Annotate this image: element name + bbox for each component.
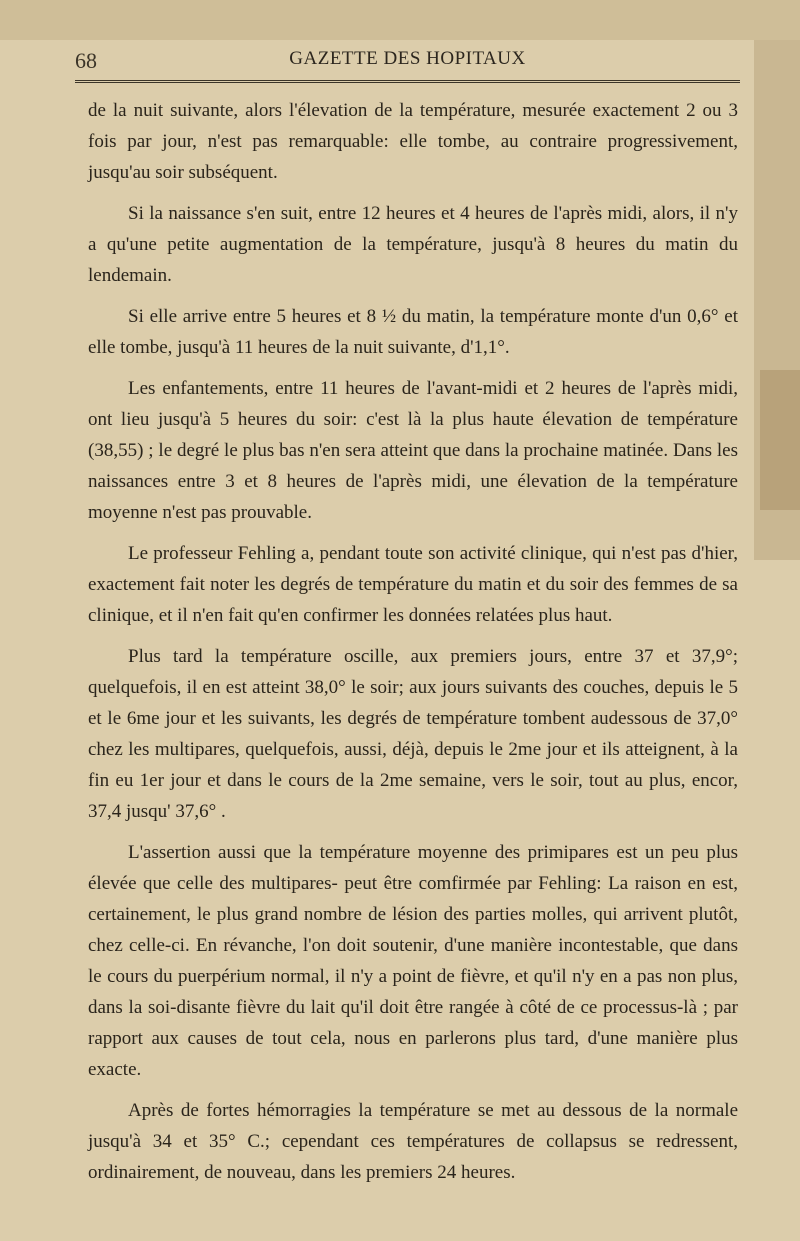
torn-top-edge xyxy=(0,0,800,40)
running-title: GAZETTE DES HOPITAUX xyxy=(289,48,526,69)
article-body xyxy=(88,95,738,1198)
header-rule xyxy=(75,80,740,83)
paragraph-8: Après de fortes hémorragies la température se met au dessous de la normale jusqu'à 34 et 35° C.; cependant ces températures de collapsus se redressent, ordinairement, de nouveau, dans les premiers 24 heures. xyxy=(88,1100,738,1183)
torn-right-notch xyxy=(760,370,800,510)
paragraph-5: Le professeur Fehling a, pendant toute son activité clinique, qui n'est pas d'hier, exactement fait noter les degrés de température du matin et du soir des femmes de sa clinique, et il n'en fait qu'en confirmer les données relatées plus haut. xyxy=(88,543,738,626)
paragraph-1: de la nuit suivante, alors l'élevation de la température, mesurée exactement 2 ou 3 fois par jour, n'est pas remarquable: elle tombe, au contraire progressivement, jusqu'au soir subséquent. xyxy=(88,100,738,183)
paragraph-3: Si elle arrive entre 5 heures et 8 ½ du matin, la température monte d'un 0,6° et elle tombe, jusqu'à 11 heures de la nuit suivante, d'1,1°. xyxy=(88,306,738,358)
page-header xyxy=(75,46,740,76)
paragraph-4: Les enfantements, entre 11 heures de l'avant-midi et 2 heures de l'après midi, ont lieu jusqu'à 5 heures du soir: c'est là la plus haute élevation de température (38,55) ; le degré le plus bas n'en sera atteint que dans la prochaine matinée. Dans les naissances entre 3 et 8 heures de l'après midi, une élevation de la température moyenne n'est pas prouvable. xyxy=(88,378,738,523)
page-number: 68 xyxy=(75,48,97,73)
paragraph-6: Plus tard la température oscille, aux premiers jours, entre 37 et 37,9°; quelquefois, il en est atteint 38,0° le soir; aux jours suivants des couches, depuis le 5 et le 6me jour et les suivants, les degrés de température tombent audessous de 37,0° chez les multipares, quelquefois, aussi, déjà, depuis le 2me jour et ils atteignent, à la fin eu 1er jour et dans le cours de la 2me semaine, vers le soir, tout au plus, encor, 37,4 jusqu' 37,6° . xyxy=(88,646,738,822)
paragraph-2: Si la naissance s'en suit, entre 12 heures et 4 heures de l'après midi, alors, il n'y a qu'une petite augmentation de la température, jusqu'à 8 heures du matin du lendemain. xyxy=(88,203,738,286)
paragraph-7: L'assertion aussi que la température moyenne des primipares est un peu plus élevée que celle des multipares- peut être comfirmée par Fehling: La raison en est, certainement, le plus grand nombre de lésion des parties molles, qui arrivent plutôt, chez celle-ci. En révanche, l'on doit soutenir, d'une manière incontestable, que dans le cours du puerpérium normal, il n'y a point de fièvre, et qu'il n'y en a pas non plus, dans la soi-disante fièvre du lait qu'il doit être rangée à côté de ce processus-là ; par rapport aux causes de tout cela, nous en parlerons plus tard, d'une manière plus exacte. xyxy=(88,842,738,1080)
